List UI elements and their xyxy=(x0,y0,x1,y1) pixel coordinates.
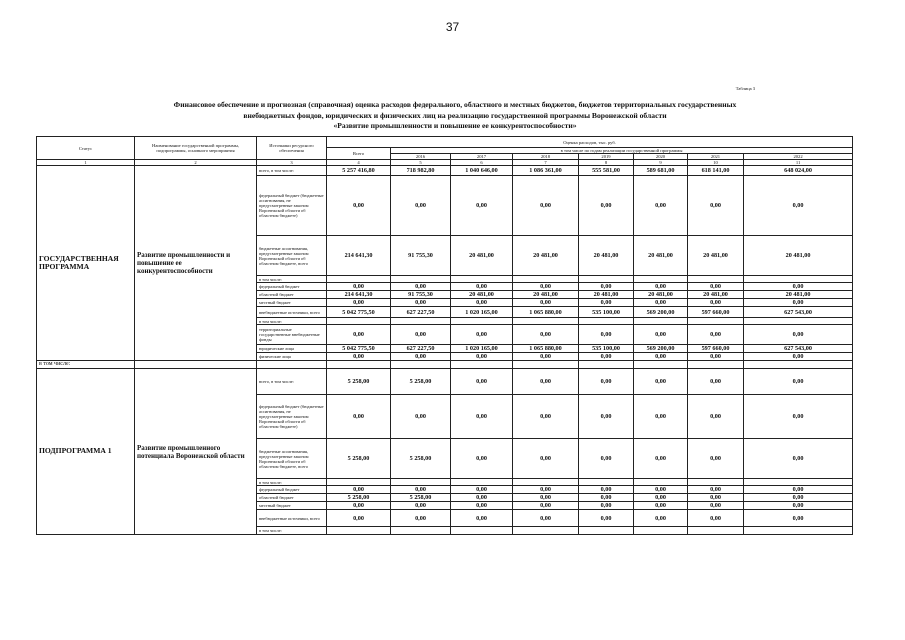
amount-cell: 0,00 xyxy=(634,502,688,510)
amount-cell: 5 258,00 xyxy=(327,494,391,502)
header-estimate: Оценка расходов, тыс. руб. xyxy=(327,137,853,148)
amount-cell: 1 020 165,00 xyxy=(451,345,513,353)
amount-cell: 20 481,00 xyxy=(688,291,744,299)
empty-cell xyxy=(513,361,579,369)
sp1-status: ПОДПРОГРАММА 1 xyxy=(37,369,135,535)
amount-cell: 0,00 xyxy=(327,353,391,361)
header-year: 2018 xyxy=(513,154,579,160)
header-year: 2022 xyxy=(744,154,853,160)
amount-cell: 0,00 xyxy=(634,486,688,494)
amount-cell: 5 258,00 xyxy=(327,439,391,479)
amount-cell xyxy=(744,276,853,283)
title-line-3: «Развитие промышленности и повышение ее конкурентоспособности» xyxy=(333,121,577,130)
amount-cell xyxy=(634,276,688,283)
funding-source: в том числе: xyxy=(257,527,327,535)
header-year: 2019 xyxy=(579,154,634,160)
amount-cell xyxy=(744,318,853,325)
funding-source: в том числе: xyxy=(257,318,327,325)
column-number: 9 xyxy=(634,160,688,166)
amount-cell: 0,00 xyxy=(688,395,744,439)
in-that-number-label: в том числе: xyxy=(37,361,135,369)
page-number: 37 xyxy=(445,20,460,34)
amount-cell: 0,00 xyxy=(634,439,688,479)
amount-cell xyxy=(327,527,391,535)
amount-cell: 0,00 xyxy=(451,325,513,345)
amount-cell: 0,00 xyxy=(391,299,451,307)
amount-cell: 597 660,00 xyxy=(688,345,744,353)
amount-cell: 627 227,50 xyxy=(391,345,451,353)
amount-cell: 535 100,00 xyxy=(579,307,634,318)
amount-cell: 535 100,00 xyxy=(579,345,634,353)
header-year: 2017 xyxy=(451,154,513,160)
column-number: 8 xyxy=(579,160,634,166)
amount-cell: 0,00 xyxy=(513,299,579,307)
table-label: Таблица 3 xyxy=(735,86,755,91)
amount-cell xyxy=(451,479,513,486)
amount-cell: 20 481,00 xyxy=(744,236,853,276)
header-year: 2016 xyxy=(391,154,451,160)
amount-cell xyxy=(579,318,634,325)
amount-cell xyxy=(688,527,744,535)
amount-cell: 0,00 xyxy=(513,502,579,510)
amount-cell xyxy=(391,276,451,283)
column-number: 7 xyxy=(513,160,579,166)
in-that-number-row xyxy=(37,361,853,369)
amount-cell xyxy=(513,527,579,535)
amount-cell: 0,00 xyxy=(391,325,451,345)
amount-cell: 0,00 xyxy=(327,283,391,291)
amount-cell: 0,00 xyxy=(634,353,688,361)
amount-cell: 0,00 xyxy=(579,176,634,236)
amount-cell: 0,00 xyxy=(327,502,391,510)
amount-cell: 0,00 xyxy=(579,439,634,479)
amount-cell: 0,00 xyxy=(451,369,513,395)
amount-cell xyxy=(688,276,744,283)
amount-cell: 20 481,00 xyxy=(634,291,688,299)
amount-cell xyxy=(744,527,853,535)
amount-cell: 0,00 xyxy=(451,439,513,479)
amount-cell: 0,00 xyxy=(744,494,853,502)
amount-cell: 0,00 xyxy=(688,369,744,395)
amount-cell: 0,00 xyxy=(513,325,579,345)
sp1-name: Развитие промышленного потенциала Воронежской области xyxy=(135,369,257,535)
amount-cell: 569 200,00 xyxy=(634,307,688,318)
amount-cell: 589 681,00 xyxy=(634,166,688,176)
sp1-row xyxy=(37,369,853,395)
amount-cell: 627 543,00 xyxy=(744,345,853,353)
amount-cell: 618 141,00 xyxy=(688,166,744,176)
amount-cell: 718 982,80 xyxy=(391,166,451,176)
amount-cell: 5 258,00 xyxy=(391,494,451,502)
header-total: Всего xyxy=(327,148,391,160)
amount-cell: 0,00 xyxy=(634,325,688,345)
amount-cell: 0,00 xyxy=(391,353,451,361)
header-row-1 xyxy=(37,137,853,148)
amount-cell: 0,00 xyxy=(744,395,853,439)
funding-source: внебюджетные источники, всего xyxy=(257,510,327,527)
amount-cell: 0,00 xyxy=(634,283,688,291)
amount-cell: 0,00 xyxy=(688,283,744,291)
amount-cell: 0,00 xyxy=(579,353,634,361)
amount-cell: 20 481,00 xyxy=(579,236,634,276)
amount-cell: 1 086 361,00 xyxy=(513,166,579,176)
empty-cell xyxy=(744,361,853,369)
amount-cell: 0,00 xyxy=(688,502,744,510)
amount-cell: 0,00 xyxy=(744,510,853,527)
amount-cell: 214 641,30 xyxy=(327,236,391,276)
amount-cell: 0,00 xyxy=(634,510,688,527)
amount-cell: 0,00 xyxy=(688,510,744,527)
amount-cell xyxy=(744,479,853,486)
amount-cell: 0,00 xyxy=(513,369,579,395)
column-number: 4 xyxy=(327,160,391,166)
funding-source: всего, в том числе: xyxy=(257,369,327,395)
amount-cell: 0,00 xyxy=(513,395,579,439)
amount-cell: 20 481,00 xyxy=(634,236,688,276)
amount-cell: 0,00 xyxy=(451,510,513,527)
amount-cell: 20 481,00 xyxy=(451,291,513,299)
funding-source: территориальные государственные внебюджетные фонды xyxy=(257,325,327,345)
amount-cell: 214 641,30 xyxy=(327,291,391,299)
empty-cell xyxy=(327,361,391,369)
gp-row xyxy=(37,166,853,176)
column-number: 10 xyxy=(688,160,744,166)
amount-cell xyxy=(513,276,579,283)
amount-cell: 5 042 775,50 xyxy=(327,345,391,353)
amount-cell: 20 481,00 xyxy=(513,236,579,276)
amount-cell: 5 258,00 xyxy=(327,369,391,395)
amount-cell: 0,00 xyxy=(451,283,513,291)
amount-cell: 0,00 xyxy=(451,299,513,307)
amount-cell: 20 481,00 xyxy=(688,236,744,276)
amount-cell: 0,00 xyxy=(688,486,744,494)
amount-cell: 555 581,00 xyxy=(579,166,634,176)
amount-cell xyxy=(513,318,579,325)
title-line-1: Финансовое обеспечение и прогнозная (справочная) оценка расходов федерального, областного и местных бюджетов, бюджетов территориальных государственных xyxy=(173,100,737,109)
amount-cell: 0,00 xyxy=(579,395,634,439)
amount-cell xyxy=(513,479,579,486)
funding-source: местный бюджет xyxy=(257,502,327,510)
column-number: 3 xyxy=(257,160,327,166)
amount-cell: 0,00 xyxy=(634,494,688,502)
amount-cell: 0,00 xyxy=(634,369,688,395)
amount-cell: 91 755,30 xyxy=(391,291,451,299)
amount-cell: 0,00 xyxy=(451,176,513,236)
header-name: Наименование государственной программы, подпрограммы, основного мероприятия xyxy=(135,137,257,160)
amount-cell: 0,00 xyxy=(579,486,634,494)
funding-source: федеральный бюджет xyxy=(257,486,327,494)
amount-cell: 0,00 xyxy=(391,176,451,236)
funding-source: внебюджетные источники, всего xyxy=(257,307,327,318)
amount-cell: 0,00 xyxy=(391,395,451,439)
amount-cell: 0,00 xyxy=(634,299,688,307)
amount-cell: 0,00 xyxy=(688,494,744,502)
column-number: 5 xyxy=(391,160,451,166)
amount-cell: 0,00 xyxy=(744,325,853,345)
amount-cell xyxy=(391,527,451,535)
amount-cell: 0,00 xyxy=(579,283,634,291)
column-number: 11 xyxy=(744,160,853,166)
amount-cell: 0,00 xyxy=(634,176,688,236)
funding-source: федеральный бюджет (бюджетные ассигнования, не предусмотренные законом Воронежской области об областном бюджете) xyxy=(257,395,327,439)
amount-cell: 627 543,00 xyxy=(744,307,853,318)
table-body xyxy=(37,137,853,535)
amount-cell: 5 258,00 xyxy=(391,439,451,479)
amount-cell: 0,00 xyxy=(688,299,744,307)
amount-cell xyxy=(451,276,513,283)
amount-cell: 0,00 xyxy=(513,283,579,291)
amount-cell: 627 227,50 xyxy=(391,307,451,318)
amount-cell: 0,00 xyxy=(327,395,391,439)
amount-cell: 0,00 xyxy=(579,502,634,510)
amount-cell: 20 481,00 xyxy=(744,291,853,299)
funding-source: федеральный бюджет xyxy=(257,283,327,291)
empty-cell xyxy=(634,361,688,369)
amount-cell: 0,00 xyxy=(744,502,853,510)
amount-cell xyxy=(634,479,688,486)
column-number: 1 xyxy=(37,160,135,166)
empty-cell xyxy=(391,361,451,369)
amount-cell: 0,00 xyxy=(744,486,853,494)
funding-source: бюджетные ассигнования, предусмотренные законом Воронежской области об областном бюджете, всего xyxy=(257,439,327,479)
empty-cell xyxy=(135,361,257,369)
amount-cell xyxy=(688,318,744,325)
empty-cell xyxy=(688,361,744,369)
amount-cell: 91 755,30 xyxy=(391,236,451,276)
amount-cell: 0,00 xyxy=(391,486,451,494)
empty-cell xyxy=(257,361,327,369)
header-year: 2020 xyxy=(634,154,688,160)
amount-cell: 0,00 xyxy=(451,494,513,502)
amount-cell: 0,00 xyxy=(579,299,634,307)
header-status: Статус xyxy=(37,137,135,160)
amount-cell: 0,00 xyxy=(688,353,744,361)
column-number: 2 xyxy=(135,160,257,166)
amount-cell: 1 020 165,00 xyxy=(451,307,513,318)
funding-source: в том числе: xyxy=(257,276,327,283)
amount-cell: 0,00 xyxy=(744,299,853,307)
funding-source: всего, в том числе: xyxy=(257,166,327,176)
amount-cell: 1 065 880,00 xyxy=(513,345,579,353)
amount-cell: 0,00 xyxy=(391,283,451,291)
amount-cell: 0,00 xyxy=(513,486,579,494)
amount-cell: 0,00 xyxy=(327,325,391,345)
funding-source: юридические лица xyxy=(257,345,327,353)
amount-cell: 0,00 xyxy=(579,369,634,395)
amount-cell: 0,00 xyxy=(513,353,579,361)
finance-table xyxy=(36,136,853,535)
amount-cell xyxy=(391,318,451,325)
amount-cell: 0,00 xyxy=(451,395,513,439)
funding-source: физические лица xyxy=(257,353,327,361)
amount-cell xyxy=(327,479,391,486)
gp-status: ГОСУДАРСТВЕННАЯ ПРОГРАММА xyxy=(37,166,135,361)
amount-cell: 20 481,00 xyxy=(513,291,579,299)
amount-cell: 0,00 xyxy=(579,494,634,502)
amount-cell: 0,00 xyxy=(744,369,853,395)
funding-source: бюджетные ассигнования, предусмотренные законом Воронежской области об областном бюджете, всего xyxy=(257,236,327,276)
amount-cell: 0,00 xyxy=(327,510,391,527)
amount-cell: 0,00 xyxy=(513,439,579,479)
amount-cell: 0,00 xyxy=(744,176,853,236)
amount-cell: 0,00 xyxy=(327,299,391,307)
gp-name: Развитие промышленности и повышение ее конкурентоспособности xyxy=(135,166,257,361)
amount-cell xyxy=(451,527,513,535)
amount-cell: 0,00 xyxy=(579,510,634,527)
amount-cell: 0,00 xyxy=(391,510,451,527)
amount-cell: 0,00 xyxy=(744,353,853,361)
amount-cell: 5 258,00 xyxy=(391,369,451,395)
amount-cell xyxy=(688,479,744,486)
column-number: 6 xyxy=(451,160,513,166)
amount-cell xyxy=(327,276,391,283)
amount-cell: 0,00 xyxy=(513,176,579,236)
amount-cell xyxy=(579,479,634,486)
amount-cell xyxy=(634,318,688,325)
header-by-years: в том числе по годам реализации государственной программы xyxy=(391,148,853,154)
amount-cell: 569 200,00 xyxy=(634,345,688,353)
header-year: 2021 xyxy=(688,154,744,160)
amount-cell: 597 660,00 xyxy=(688,307,744,318)
amount-cell: 0,00 xyxy=(391,502,451,510)
amount-cell xyxy=(391,479,451,486)
empty-cell xyxy=(579,361,634,369)
amount-cell: 0,00 xyxy=(744,439,853,479)
funding-source: местный бюджет xyxy=(257,299,327,307)
document-title xyxy=(40,100,870,132)
amount-cell: 0,00 xyxy=(688,439,744,479)
amount-cell: 0,00 xyxy=(744,283,853,291)
amount-cell: 1 065 880,00 xyxy=(513,307,579,318)
amount-cell: 0,00 xyxy=(579,325,634,345)
amount-cell xyxy=(579,527,634,535)
funding-source: в том числе: xyxy=(257,479,327,486)
amount-cell xyxy=(327,318,391,325)
funding-source: областной бюджет xyxy=(257,291,327,299)
amount-cell xyxy=(579,276,634,283)
amount-cell xyxy=(451,318,513,325)
funding-source: областной бюджет xyxy=(257,494,327,502)
funding-source: федеральный бюджет (бюджетные ассигнования, не предусмотренные законом Воронежской области об областном бюджете) xyxy=(257,176,327,236)
empty-cell xyxy=(451,361,513,369)
amount-cell: 20 481,00 xyxy=(451,236,513,276)
amount-cell: 5 257 416,80 xyxy=(327,166,391,176)
amount-cell: 0,00 xyxy=(327,176,391,236)
amount-cell: 648 024,00 xyxy=(744,166,853,176)
amount-cell xyxy=(634,527,688,535)
amount-cell: 0,00 xyxy=(513,494,579,502)
amount-cell: 20 481,00 xyxy=(579,291,634,299)
amount-cell: 0,00 xyxy=(513,510,579,527)
amount-cell: 0,00 xyxy=(451,486,513,494)
amount-cell: 1 040 646,00 xyxy=(451,166,513,176)
header-source: Источники ресурсного обеспечения xyxy=(257,137,327,160)
amount-cell: 0,00 xyxy=(634,395,688,439)
amount-cell: 0,00 xyxy=(451,502,513,510)
amount-cell: 0,00 xyxy=(688,176,744,236)
amount-cell: 0,00 xyxy=(451,353,513,361)
amount-cell: 0,00 xyxy=(327,486,391,494)
amount-cell: 5 042 775,50 xyxy=(327,307,391,318)
title-line-2: внебюджетных фондов, юридических и физических лиц на реализацию государственной программы Воронежской области xyxy=(243,110,667,120)
amount-cell: 0,00 xyxy=(688,325,744,345)
